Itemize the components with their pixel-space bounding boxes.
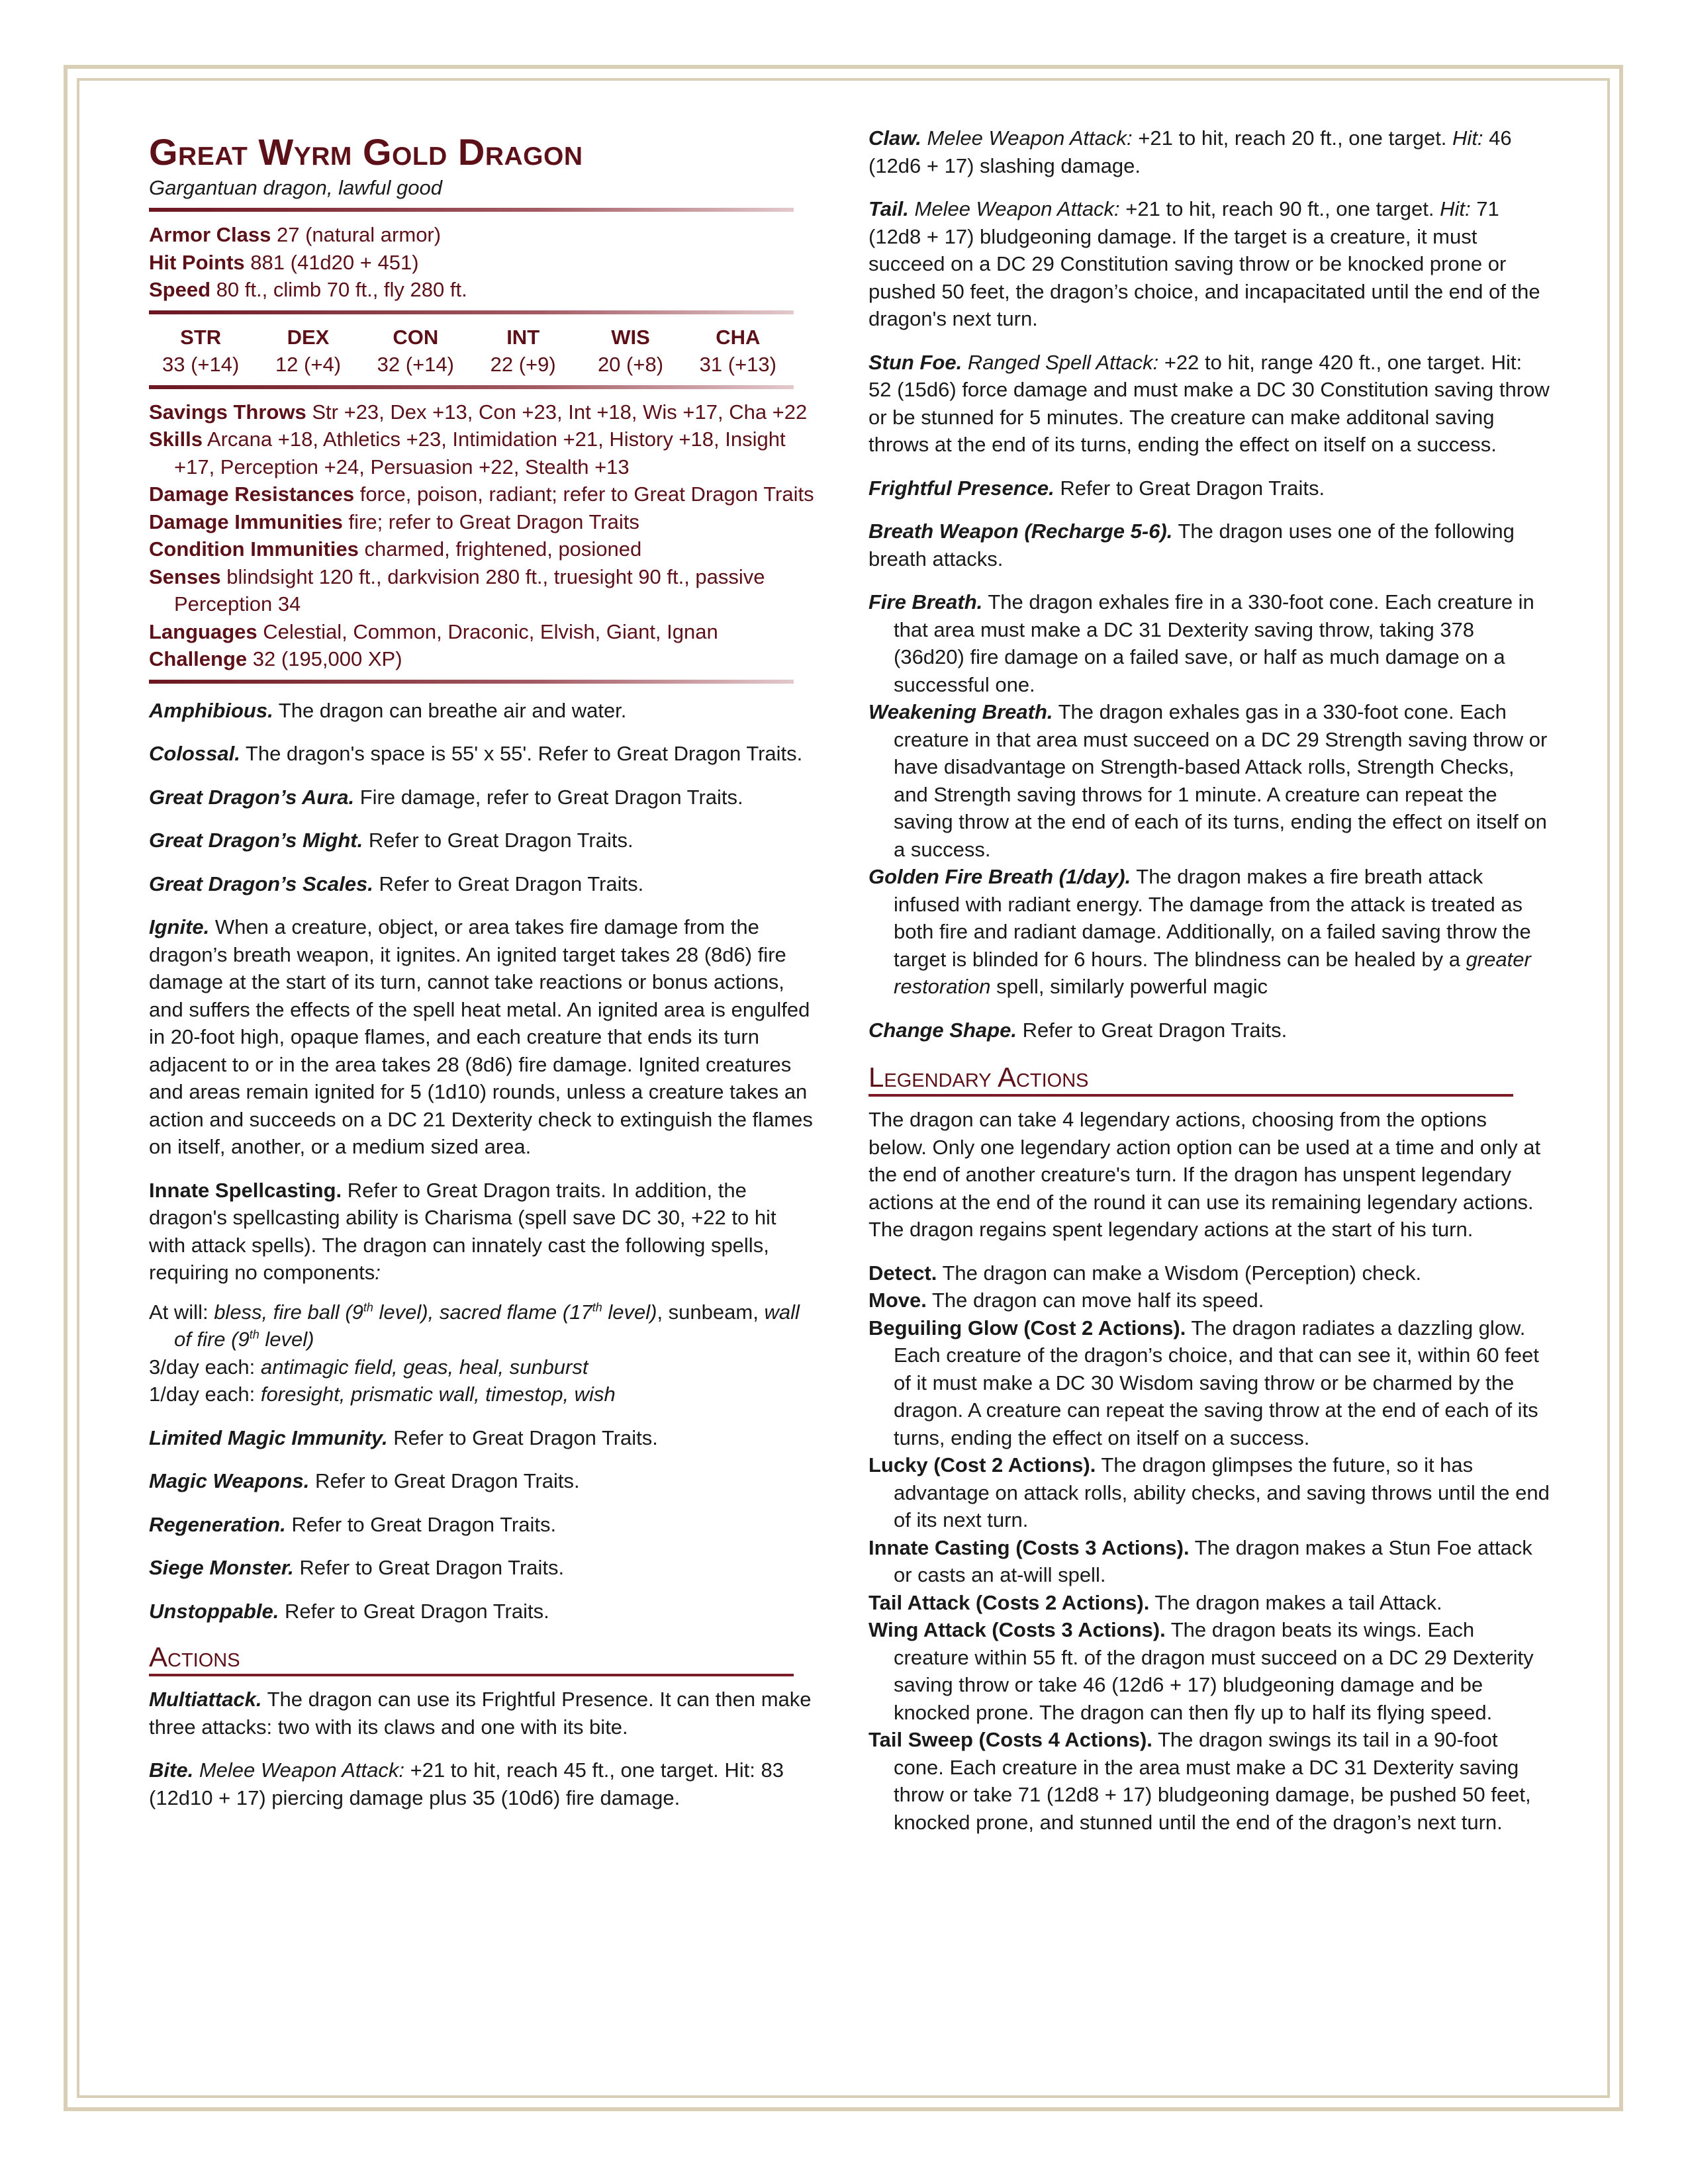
languages: Languages Celestial, Common, Draconic, Elvish, Giant, Ignan [149,619,718,643]
ability-value: 31 (+13) [699,353,776,376]
trait-regeneration: Regeneration. Refer to Great Dragon Traits. [149,1512,557,1536]
ability-header: CON [393,325,439,349]
action-tail: Tail. Melee Weapon Attack: +21 to hit, reach 90 ft., one target. Hit: 71 (12d8 + 17) bludgeoning damage. If the target is a creature, it must succeed on a DC 29 Constitution saving throw or be knocked prone or pushed 50 feet, the dragon’s choice, and incapacitated until the end of the dragon's next turn. [868,197,1540,330]
ability-value: 12 (+4) [275,353,342,376]
detail-list [149,398,818,673]
ability-value: 33 (+14) [162,353,240,376]
breath-golden-fire: Golden Fire Breath (1/day). The dragon makes a fire breath attack infused with radiant energy. The damage from the attack is treated as both fire and radiant damage. Additionally, on a failed saving throw the target is blinded for 6 hours. The blindness can be healed by a greater restoration spell, similarly powerful magic [868,865,1531,998]
legendary-tail-attack: Tail Attack (Costs 2 Actions). The dragon makes a tail Attack. [868,1590,1442,1614]
ability-header: STR [180,325,222,349]
ability-header: CHA [716,325,761,349]
creature-subtitle: Gargantuan dragon, lawful good [149,176,442,199]
legendary-innate-casting: Innate Casting (Costs 3 Actions). The dragon makes a Stun Foe attack or casts an at-will spell. [868,1535,1532,1586]
spells-3-day: 3/day each: antimagic field, geas, heal, sunburst [149,1355,588,1379]
trait-aura: Great Dragon’s Aura. Fire damage, refer to Great Dragon Traits. [149,785,743,809]
condition-immunities: Condition Immunities charmed, frightened, posioned [149,537,642,561]
core-stats [149,221,818,304]
trait-scales: Great Dragon’s Scales. Refer to Great Dragon Traits. [149,872,644,895]
ability-value: 32 (+14) [377,353,454,376]
ability-header: DEX [287,325,330,349]
ability-value: 20 (+8) [597,353,664,376]
legendary-detect: Detect. The dragon can make a Wisdom (Perception) check. [868,1261,1422,1285]
trait-limited-magic-immunity: Limited Magic Immunity. Refer to Great Dragon Traits. [149,1426,658,1449]
action-breath-weapon: Breath Weapon (Recharge 5-6). The dragon uses one of the following breath attacks. [868,520,1515,570]
legendary-tail-sweep: Tail Sweep (Costs 4 Actions). The dragon swings its tail in a 90-foot cone. Each creature in the area must make a DC 31 Dexterity saving throw or take 71 (12d8 + 17) bludgeoning damage, be pushed 50 feet, knocked prone, and stunned until the end of the dragon’s next turn. [868,1728,1531,1834]
right-column [868,124,1550,1836]
action-bite: Bite. Melee Weapon Attack: +21 to hit, reach 45 ft., one target. Hit: 83 (12d10 + 17) piercing damage plus 35 (10d6) fire damage. [149,1758,784,1809]
action-claw: Claw. Melee Weapon Attack: +21 to hit, reach 20 ft., one target. Hit: 46 (12d6 + 17) slashing damage. [868,126,1512,177]
spell-list [149,1298,818,1408]
challenge: Challenge 32 (195,000 XP) [149,647,402,670]
legendary-intro: The dragon can take 4 legendary actions, choosing from the options below. Only one legendary action option can be used at a time and only at the end of another creature's turn. If the dragon has unspent legendary actions at the end of the round it can use its remaining legendary actions. The dragon regains spent legendary actions at the start of his turn. [868,1108,1541,1241]
divider [149,385,794,389]
trait-ignite: Ignite. When a creature, object, or area takes fire damage from the dragon’s breath weapon, it ignites. An ignited target takes 28 (8d6) fire damage at the start of its turn, cannot take reactions or bonus actions, and suffers the effects of the spell heat metal. An ignited area is engulfed in 20-foot high, opaque flames, and each creature that ends its turn adjacent to or in the area takes 28 (8d6) fire damage. Ignited creatures and areas remain ignited for 5 (1d10) rounds, unless a creature takes an action and succeeds on a DC 21 Dexterity check to extinguish the flames on itself, another, or a medium sized area. [149,915,813,1158]
trait-innate-spellcasting: Innate Spellcasting. Refer to Great Dragon traits. In addition, the dragon's spellcasting ability is Charisma (spell save DC 30, +22 to hit with attack spells). The dragon can innately cast the following spells, requiring no components: [149,1178,776,1284]
action-change-shape: Change Shape. Refer to Great Dragon Traits. [868,1018,1288,1042]
creature-title: Great Wyrm Gold Dragon [149,131,583,173]
actions-header: Actions [149,1641,794,1676]
trait-unstoppable: Unstoppable. Refer to Great Dragon Traits. [149,1599,549,1623]
skills: Skills Arcana +18, Athletics +23, Intimidation +21, History +18, Insight +17, Perception +24, Persuasion +22, Stealth +13 [149,428,786,478]
divider [149,680,794,684]
divider [149,208,794,212]
legendary-list [868,1259,1550,1837]
action-multiattack: Multiattack. The dragon can use its Frightful Presence. It can then make three attacks: two with its claws and one with its bite. [149,1688,812,1739]
trait-siege-monster: Siege Monster. Refer to Great Dragon Traits. [149,1556,565,1579]
saving-throws: Savings Throws Str +23, Dex +13, Con +23, Int +18, Wis +17, Cha +22 [149,400,808,424]
trait-colossal: Colossal. The dragon's space is 55' x 55'. Refer to Great Dragon Traits. [149,742,803,765]
speed: Speed 80 ft., climb 70 ft., fly 280 ft. [149,278,467,301]
trait-magic-weapons: Magic Weapons. Refer to Great Dragon Traits. [149,1469,580,1492]
ability-header: INT [506,325,540,349]
legendary-beguiling-glow: Beguiling Glow (Cost 2 Actions). The dragon radiates a dazzling glow. Each creature of the dragon’s choice, and that can see it, within 60 feet of it must make a DC 30 Wisdom saving throw or be charmed by the dragon. A creature can repeat the saving throw at the end of each of its turns, ending the effect on itself on a success. [868,1316,1539,1449]
legendary-wing-attack: Wing Attack (Costs 3 Actions). The dragon beats its wings. Each creature within 55 ft. of the dragon must succeed on a DC 29 Dexterity saving throw or take 46 (12d6 + 17) bludgeoning damage and be knocked prone. The dragon can then fly up to half its flying speed. [868,1618,1534,1724]
damage-resistances: Damage Resistances force, poison, radiant; refer to Great Dragon Traits [149,482,814,506]
ability-value: 22 (+9) [490,353,556,376]
ability-header: WIS [611,325,650,349]
trait-amphibious: Amphibious. The dragon can breathe air and water. [149,698,627,722]
hit-points: Hit Points 881 (41d20 + 451) [149,250,419,274]
trait-might: Great Dragon’s Might. Refer to Great Dragon Traits. [149,829,633,852]
legendary-lucky: Lucky (Cost 2 Actions). The dragon glimpses the future, so it has advantage on attack rolls, ability checks, and saving throws until the end of its next turn. [868,1453,1550,1531]
ability-scores [149,324,794,379]
action-stun-foe: Stun Foe. Ranged Spell Attack: +22 to hit, range 420 ft., one target. Hit: 52 (15d6) force damage and must make a DC 30 Constitution saving throw or be stunned for 5 minutes. The creature can make additonal saving throws at the end of its turns, ending the effect on itself on a success. [868,350,1550,456]
breath-list [868,588,1550,1001]
damage-immunities: Damage Immunities fire; refer to Great Dragon Traits [149,510,639,533]
spells-at-will: At will: bless, fire ball (9th level), sacred flame (17th level), sunbeam, wall of fire (9th level) [149,1300,800,1351]
action-frightful-presence: Frightful Presence. Refer to Great Dragon Traits. [868,476,1325,500]
legendary-actions-header: Legendary Actions [868,1061,1513,1097]
divider [149,310,794,314]
senses: Senses blindsight 120 ft., darkvision 280 ft., truesight 90 ft., passive Perception 34 [149,565,765,615]
spells-1-day: 1/day each: foresight, prismatic wall, timestop, wish [149,1383,616,1406]
breath-weakening: Weakening Breath. The dragon exhales gas in a 330-foot cone. Each creature in that area must succeed on a DC 29 Strength saving throw or have disadvantage on Strength-based Attack rolls, Strength Checks, and Strength saving throws for 1 minute. A creature can repeat the saving throw at the end of each of its turns, ending the effect on itself on a success. [868,700,1548,861]
legendary-move: Move. The dragon can move half its speed. [868,1289,1264,1312]
armor-class: Armor Class 27 (natural armor) [149,223,442,246]
breath-fire: Fire Breath. The dragon exhales fire in a 330-foot cone. Each creature in that area must make a DC 31 Dexterity saving throw, taking 378 (36d20) fire damage on a failed save, or half as much damage on a successful one. [868,590,1534,696]
left-column [149,124,818,1827]
